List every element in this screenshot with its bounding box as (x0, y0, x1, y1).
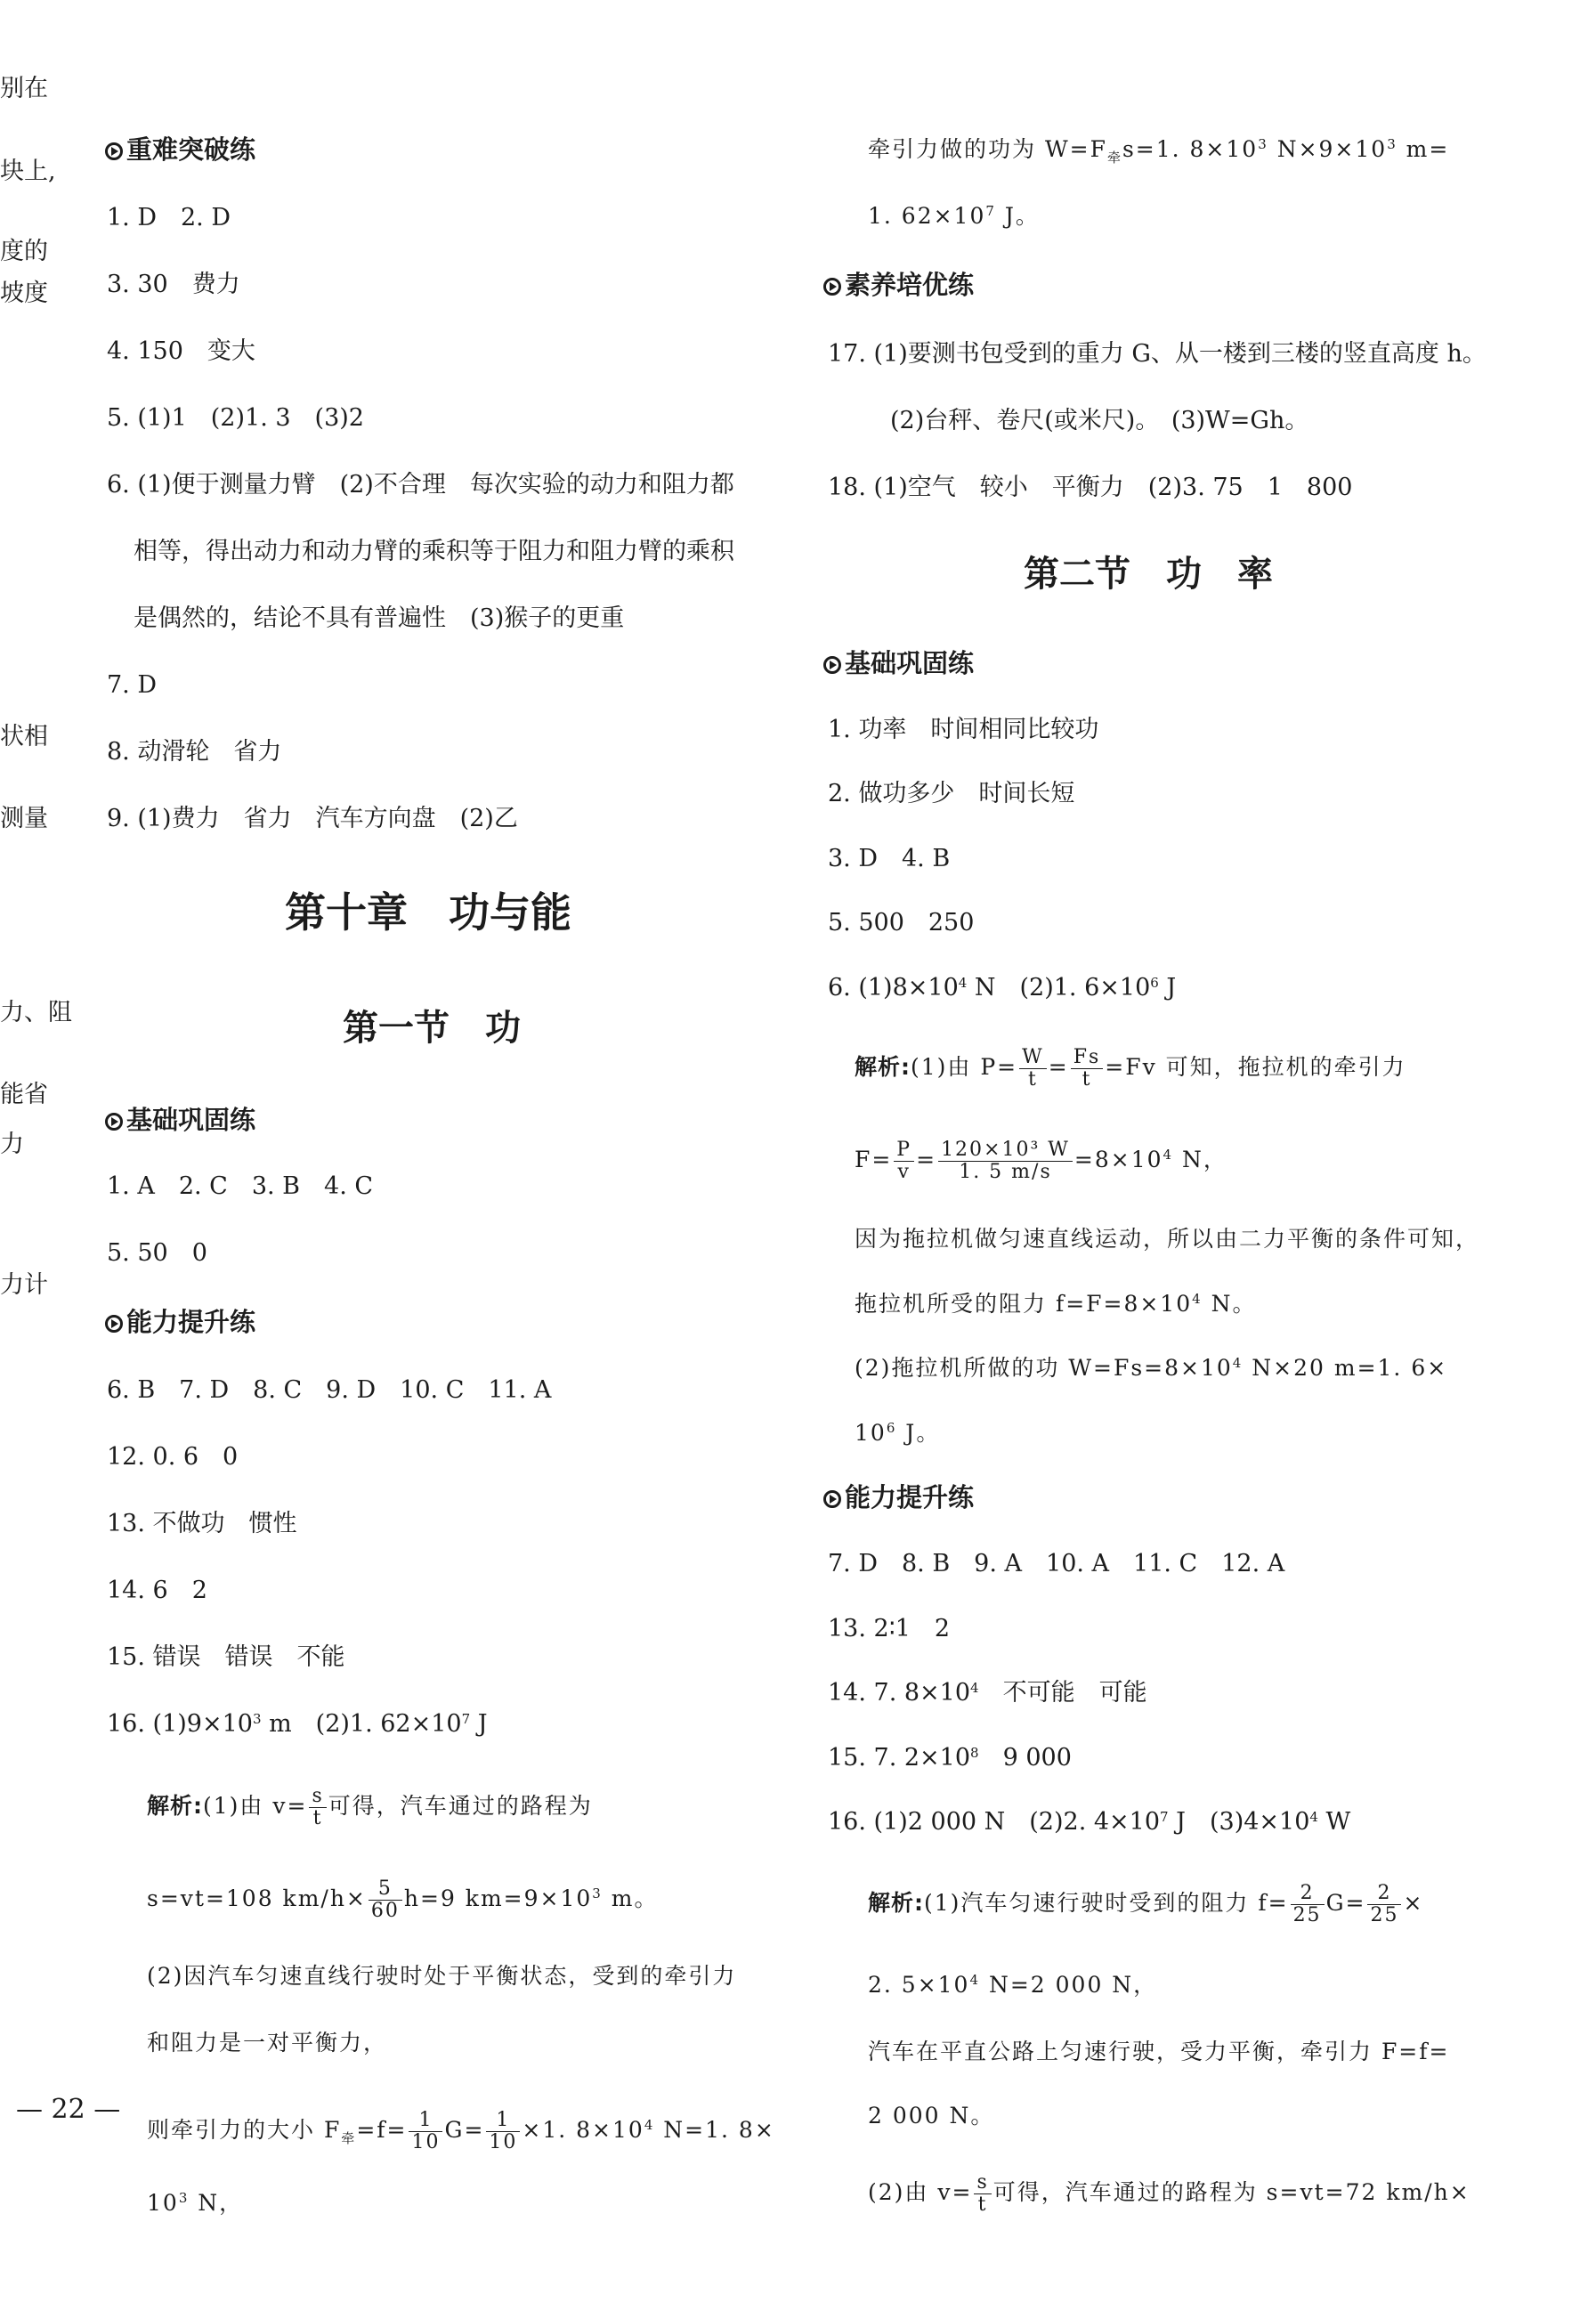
explanation-line: (2)拖拉机所做的功 $W=Fs=8\times 10^4$ N×20 m=1. 6× (855, 1355, 1448, 1381)
answer-line: 相等，得出动力和动力臂的乘积等于阻力和阻力臂的乘积 (134, 538, 734, 565)
explanation-line: $10^6$ J。 (855, 1420, 941, 1446)
edge-text: 度的 (0, 238, 48, 265)
explanation-line: 则牵引力的大小 $F_牵=f=$ $\frac{1}{10}$ G= $\frac{1}{10}$ ×1. $8\times 10^4$ N=1. 8× (147, 2109, 775, 2154)
play-marker-icon (105, 134, 123, 169)
answer-line: 13. 2∶1 2 (828, 1615, 951, 1642)
answer-line: 4. 150 变大 (107, 337, 255, 365)
answer-line: 2. 做功多少 时间长短 (828, 780, 1075, 807)
edge-text: 力计 (0, 1271, 48, 1299)
answer-line: (2)台秤、卷尺(或米尺)。 (3)W=Gh。 (890, 407, 1309, 434)
answer-line: 1. 功率 时间相同比较功 (828, 716, 1099, 743)
section-heading-jichu: 基础巩固练 (105, 1102, 255, 1139)
answer-line: 7. D 8. B 9. A 10. A 11. C 12. A (828, 1550, 1285, 1577)
answer-line: 7. D (107, 671, 157, 699)
play-marker-icon (105, 1306, 123, 1342)
answer-line: 13. 不做功 惯性 (107, 1510, 297, 1537)
edge-text: 力、阻 (0, 999, 72, 1026)
answer-line: 17. (1)要测书包受到的重力 G、从一楼到三楼的竖直高度 h。 (828, 340, 1487, 368)
answer-line: 是偶然的，结论不具有普遍性 (3)猴子的更重 (134, 604, 625, 632)
explanation-line: 1. $62\times 10^7$ J。 (868, 203, 1040, 229)
explanation-line: 解析:(1)由 P= $\frac{W}{t}$ = $\frac{Fs}{t}$ =Fv 可知，拖拉机的牵引力 (855, 1046, 1406, 1091)
edge-text: 能省 (0, 1081, 48, 1108)
answer-line: 15. 7. $2\times 10^8$ 9 000 (828, 1744, 1072, 1772)
play-marker-icon (823, 1481, 841, 1517)
explanation-line: (2)因汽车匀速直线行驶时处于平衡状态，受到的牵引力 (147, 1963, 737, 1989)
page-number: — 22 — (16, 2094, 121, 2125)
play-marker-icon (105, 1104, 123, 1139)
section-heading-jichu-2: 基础巩固练 (823, 645, 974, 683)
answer-line: 12. 0. 6 0 (107, 1443, 239, 1471)
explanation-line: 牵引力做的功为 $W=F_牵s=1$. $8\times 10^3$ $N\times 9\times 10^3$ m= (868, 136, 1450, 166)
explanation-line: 因为拖拉机做匀速直线运动，所以由二力平衡的条件可知， (855, 1226, 1480, 1252)
explanation-line: 解析:(1)汽车匀速行驶时受到的阻力 f= $\frac{2}{25}$ G= $\frac{2}{25}$ × (868, 1882, 1424, 1927)
edge-text: 坡度 (0, 280, 48, 307)
section-title: 第二节 功 率 (1024, 554, 1273, 595)
answer-line: 5. 50 0 (107, 1239, 207, 1267)
play-marker-icon (823, 269, 841, 304)
answer-line: 3. 30 费力 (107, 271, 240, 298)
explanation-line: 2. $5\times 10^4$ N=2 000 N， (868, 1972, 1158, 1998)
answer-line: 16. $(1)9\times 10^3$ m (2)1. $62\times 10^7$ J (107, 1710, 488, 1738)
chapter-title: 第十章 功与能 (285, 888, 571, 937)
answer-line: 15. 错误 错误 不能 (107, 1643, 345, 1671)
answer-line: 5. 500 250 (828, 909, 975, 937)
edge-text: 块上, (0, 158, 56, 185)
explanation-line: (2)由 v= $\frac{s}{t}$ 可得，汽车通过的路程为 s=vt=72 km/h× (868, 2171, 1470, 2217)
answer-line: 1. A 2. C 3. B 4. C (107, 1172, 374, 1200)
section-heading-zhongnan: 重难突破练 (105, 132, 255, 169)
answer-line: 3. D 4. B (828, 845, 951, 872)
explanation-line: 2 000 N。 (868, 2103, 995, 2129)
answer-line: 8. 动滑轮 省力 (107, 738, 282, 766)
answer-line: 9. (1)费力 省力 汽车方向盘 (2)乙 (107, 805, 518, 832)
explanation-line: 拖拉机所受的阻力 $f=F=8\times 10^4$ N。 (855, 1291, 1257, 1317)
answer-line: 14. 7. $8\times 10^4$ 不可能 可能 (828, 1679, 1147, 1707)
explanation-line: s=vt=108 km/h× $\frac{5}{60}$ h=9 $km=9\times 10^3$ m。 (147, 1877, 659, 1923)
answer-line: 5. (1)1 (2)1. 3 (3)2 (107, 404, 364, 432)
answer-line: 6. (1)便于测量力臂 (2)不合理 每次实验的动力和阻力都 (107, 471, 734, 499)
explanation-line: 解析:(1)由 v= $\frac{s}{t}$ 可得，汽车通过的路程为 (147, 1785, 593, 1830)
answer-line: 16. (1)2 000 N (2)2. $4\times 10^7$ J $(3)4\times 10^4$ W (828, 1808, 1351, 1836)
edge-text: 力 (0, 1131, 24, 1158)
edge-text: 别在 (0, 75, 48, 102)
edge-text: 测量 (0, 805, 48, 832)
explanation-line: 汽车在平直公路上匀速行驶，受力平衡，牵引力 F=f= (868, 2039, 1450, 2064)
answer-line: 14. 6 2 (107, 1577, 207, 1604)
answer-line: 18. (1)空气 较小 平衡力 (2)3. 75 1 800 (828, 474, 1353, 501)
play-marker-icon (823, 647, 841, 683)
edge-text: 状相 (0, 723, 48, 750)
answer-line: 1. D 2. D (107, 204, 231, 231)
explanation-line: $10^3$ N， (147, 2190, 244, 2216)
explanation-line: F= $\frac{P}{v}$ = $\frac{\text{120×10³ W}}{1. 5 m/s}$ $=8\times 10^4$ N， (855, 1139, 1227, 1184)
answer-line: 6. B 7. D 8. C 9. D 10. C 11. A (107, 1376, 552, 1404)
explanation-line: 和阻力是一对平衡力， (147, 2030, 388, 2056)
answer-line: 6. $(1)8\times 10^4$ N (2)1. $6\times 10^6$ J (828, 974, 1177, 1001)
section-heading-suyang: 素养培优练 (823, 267, 974, 304)
section-title: 第一节 功 (343, 1008, 521, 1049)
section-heading-nengli-2: 能力提升练 (823, 1480, 974, 1517)
section-heading-nengli: 能力提升练 (105, 1304, 255, 1342)
